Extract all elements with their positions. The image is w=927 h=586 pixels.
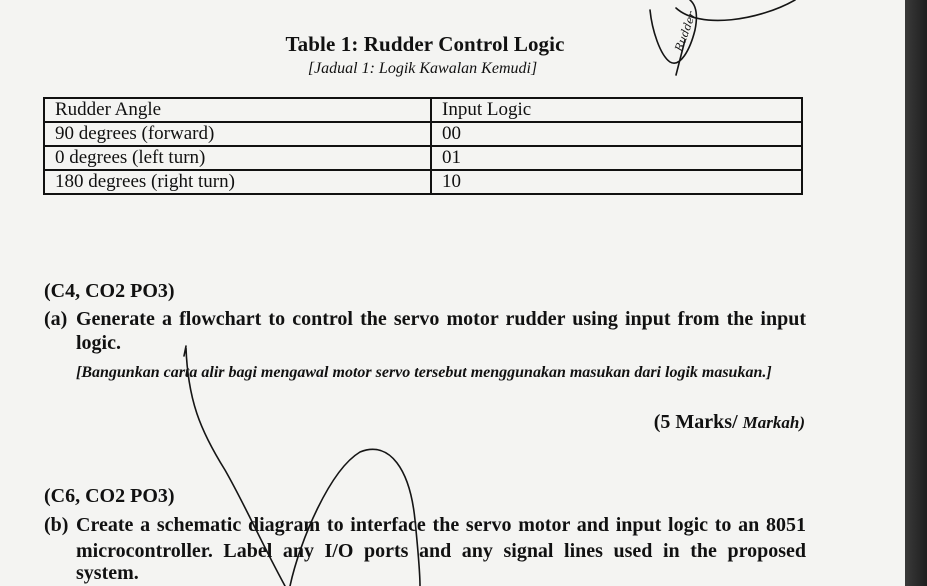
question-b-text-line2: microcontroller. Label any I/O ports and any signal lines used in the proposed	[76, 540, 806, 562]
table-cell: 10	[431, 170, 802, 194]
question-b-text-line3: system.	[76, 562, 139, 584]
table-row	[44, 146, 802, 170]
header-input-logic: Input Logic	[431, 98, 802, 122]
table-cell: 00	[431, 122, 802, 146]
scan-edge	[905, 0, 927, 586]
question-b-text-line1: Create a schematic diagram to interface the servo motor and input logic to an 8051	[76, 514, 806, 536]
question-a-label-text: (a)	[44, 308, 68, 330]
question-b-label-text: (b)	[44, 514, 69, 536]
table-cell: 90 degrees (forward)	[44, 122, 431, 146]
table-cell: 180 degrees (right turn)	[44, 170, 431, 194]
question-b-label	[44, 513, 76, 537]
question-a-marks	[654, 411, 805, 434]
table-cell: 01	[431, 146, 802, 170]
rudder-logic-table	[43, 97, 803, 195]
question-a-text-line1: Generate a flowchart to control the servo motor rudder using input from the input	[76, 308, 806, 330]
header-rudder-angle: Rudder Angle	[44, 98, 431, 122]
handwritten-note: Rudder	[672, 10, 699, 54]
question-a-malay: [Bangunkan carta alir bagi mengawal motor servo tersebut menggunakan masukan dari logik masukan.]	[76, 364, 772, 381]
marks-label: (5 Marks/	[653, 411, 738, 433]
table-row	[44, 170, 802, 194]
table-subtitle: [Jadual 1: Logik Kawalan Kemudi]	[307, 60, 538, 77]
table-row	[44, 122, 802, 146]
table-cell: 0 degrees (left turn)	[44, 146, 431, 170]
table-title: Table 1: Rudder Control Logic	[285, 32, 565, 56]
question-a-text-line2: logic.	[76, 332, 121, 354]
question-a-tag: (C4, CO2 PO3)	[44, 280, 175, 302]
question-b-tag: (C6, CO2 PO3)	[44, 485, 175, 507]
marks-malay-label: Markah)	[742, 413, 805, 432]
question-a-label	[44, 307, 76, 331]
table-header-row	[44, 98, 802, 122]
